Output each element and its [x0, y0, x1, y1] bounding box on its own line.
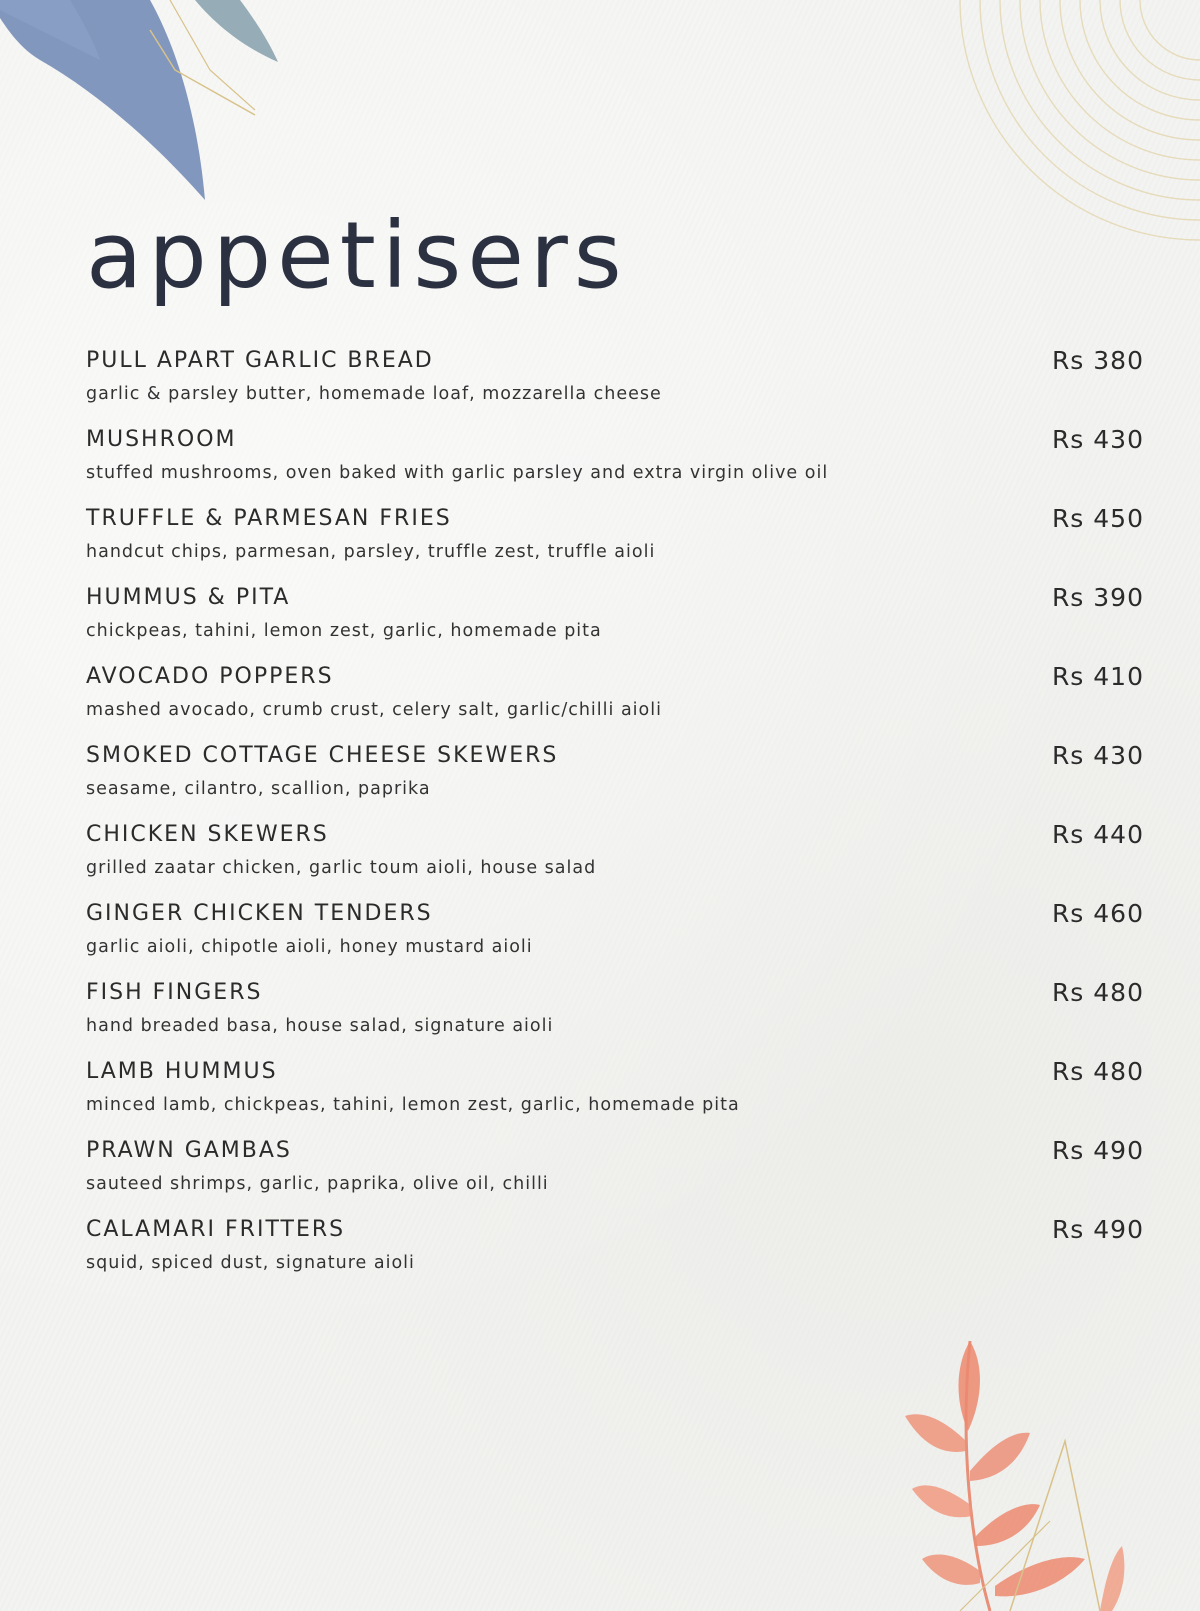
menu-item — [86, 818, 1144, 897]
item-description: grilled zaatar chicken, garlic toum aioli, house salad — [86, 858, 597, 878]
item-price: Rs 480 — [1051, 1057, 1144, 1086]
menu-item — [86, 897, 1144, 976]
item-price: Rs 490 — [1051, 1215, 1144, 1244]
item-name: AVOCADO POPPERS — [86, 664, 334, 689]
item-price: Rs 430 — [1051, 741, 1144, 770]
item-name: PRAWN GAMBAS — [86, 1138, 292, 1163]
item-name: CALAMARI FRITTERS — [86, 1217, 346, 1242]
item-description: garlic aioli, chipotle aioli, honey mustard aioli — [86, 937, 533, 957]
item-description: chickpeas, tahini, lemon zest, garlic, homemade pita — [86, 621, 602, 641]
item-name: PULL APART GARLIC BREAD — [86, 348, 434, 373]
coral-leaf-branch-illustration — [900, 1321, 1200, 1611]
item-name: HUMMUS & PITA — [86, 585, 291, 610]
item-name: GINGER CHICKEN TENDERS — [86, 901, 433, 926]
item-description: squid, spiced dust, signature aioli — [86, 1253, 415, 1273]
menu-item — [86, 581, 1144, 660]
menu-item — [86, 502, 1144, 581]
item-description: minced lamb, chickpeas, tahini, lemon zest, garlic, homemade pita — [86, 1095, 740, 1115]
item-price: Rs 480 — [1051, 978, 1144, 1007]
item-name: CHICKEN SKEWERS — [86, 822, 329, 847]
item-price: Rs 450 — [1051, 504, 1144, 533]
item-name: TRUFFLE & PARMESAN FRIES — [86, 506, 452, 531]
item-description: seasame, cilantro, scallion, paprika — [86, 779, 431, 799]
item-price: Rs 380 — [1051, 346, 1144, 375]
menu-item — [86, 660, 1144, 739]
menu-list — [86, 344, 1144, 1292]
item-description: sauteed shrimps, garlic, paprika, olive oil, chilli — [86, 1174, 549, 1194]
menu-item — [86, 1055, 1144, 1134]
menu-item — [86, 1213, 1144, 1292]
item-description: handcut chips, parmesan, parsley, truffle zest, truffle aioli — [86, 542, 656, 562]
blue-leaves-illustration — [0, 0, 300, 210]
menu-item — [86, 976, 1144, 1055]
item-price: Rs 410 — [1051, 662, 1144, 691]
item-price: Rs 430 — [1051, 425, 1144, 454]
item-price: Rs 490 — [1051, 1136, 1144, 1165]
item-price: Rs 440 — [1051, 820, 1144, 849]
menu-item — [86, 1134, 1144, 1213]
item-name: FISH FINGERS — [86, 980, 263, 1005]
item-name: LAMB HUMMUS — [86, 1059, 278, 1084]
item-price: Rs 460 — [1051, 899, 1144, 928]
item-name: MUSHROOM — [86, 427, 237, 452]
item-description: mashed avocado, crumb crust, celery salt, garlic/chilli aioli — [86, 700, 662, 720]
item-name: SMOKED COTTAGE CHEESE SKEWERS — [86, 743, 559, 768]
item-description: stuffed mushrooms, oven baked with garlic parsley and extra virgin olive oil — [86, 463, 829, 483]
gold-line-arcs — [870, 0, 1200, 260]
menu-item — [86, 739, 1144, 818]
page-title: appetisers — [86, 202, 628, 309]
item-price: Rs 390 — [1051, 583, 1144, 612]
item-description: garlic & parsley butter, homemade loaf, mozzarella cheese — [86, 384, 662, 404]
menu-item — [86, 423, 1144, 502]
menu-item — [86, 344, 1144, 423]
item-description: hand breaded basa, house salad, signature aioli — [86, 1016, 554, 1036]
